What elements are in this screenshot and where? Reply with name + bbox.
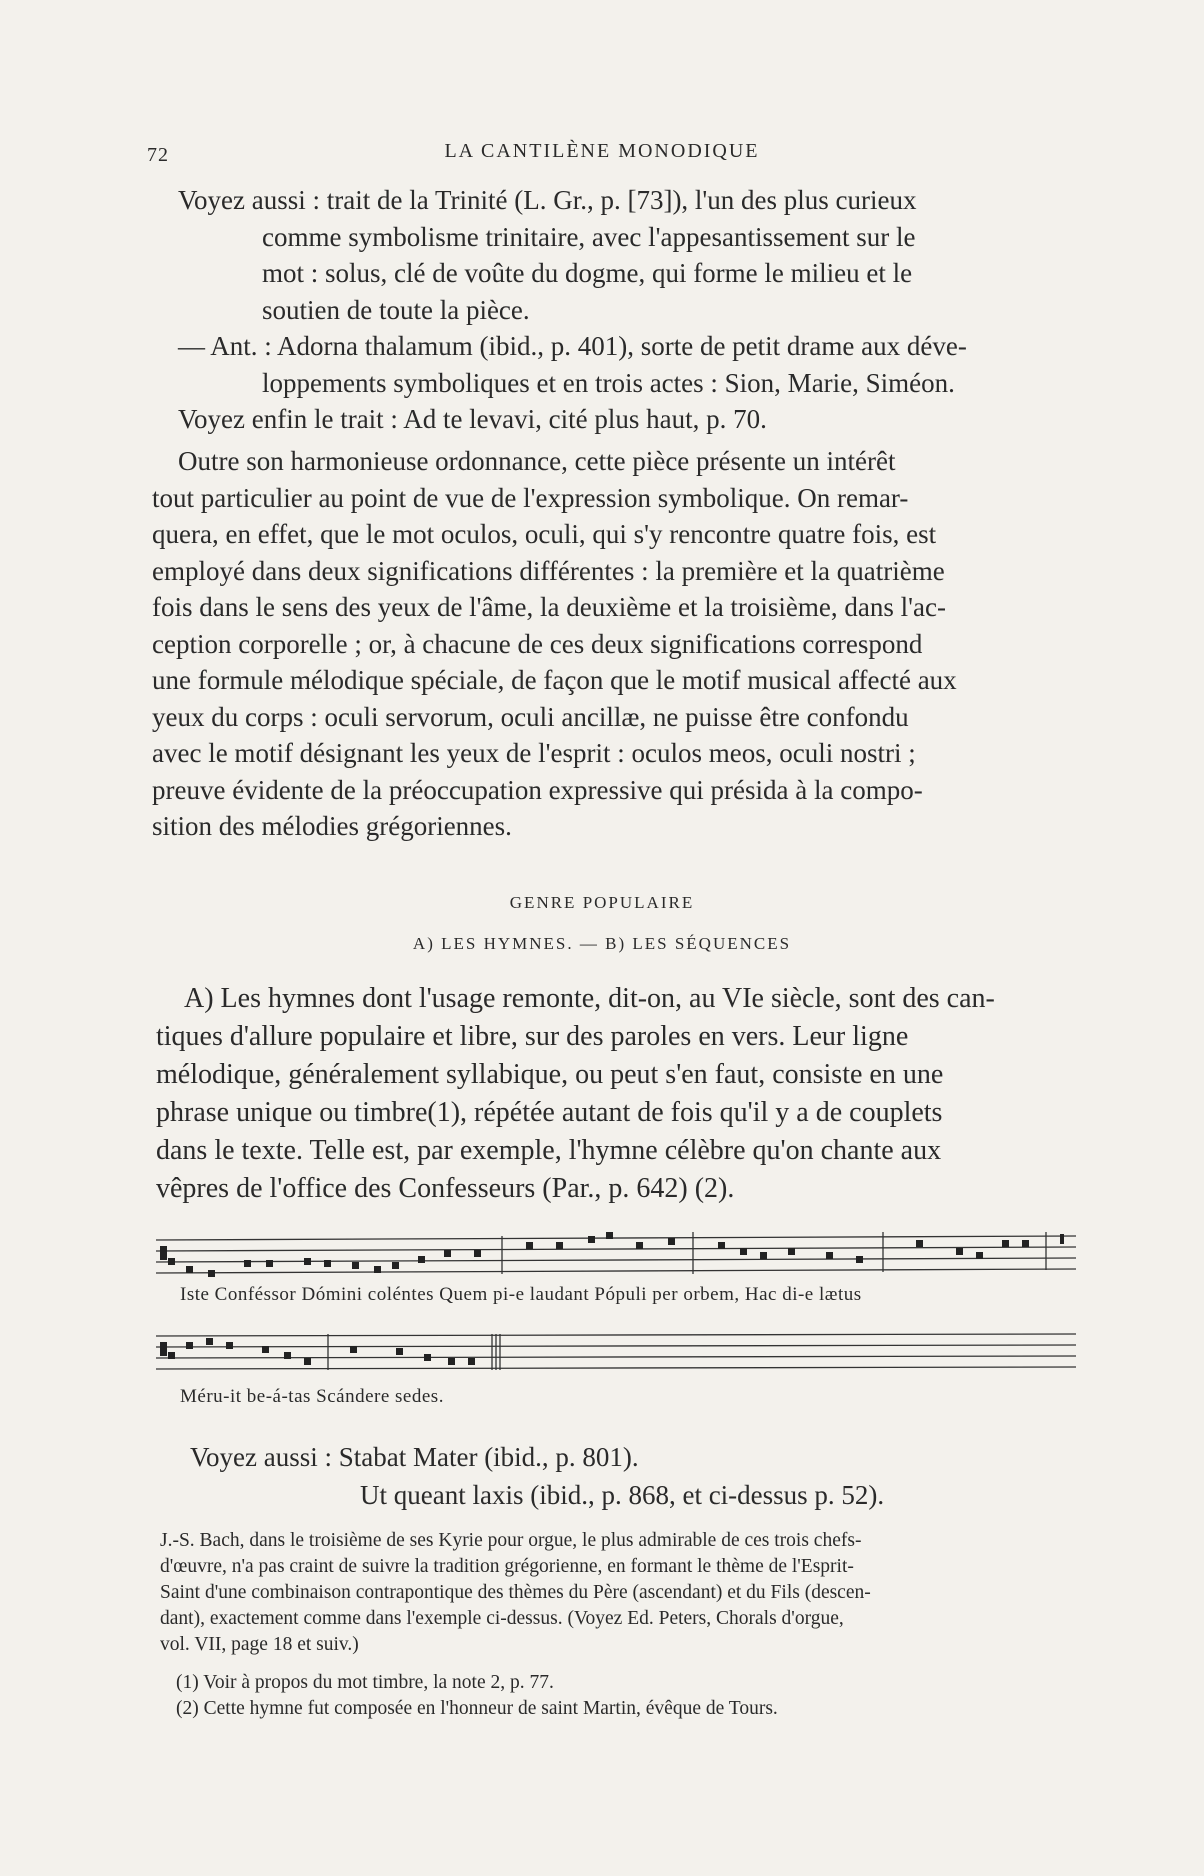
text-line: fois dans le sens des yeux de l'âme, la deuxième et la troisième, dans l'ac- xyxy=(152,592,946,622)
text-line: tout particulier au point de vue de l'expression symbolique. On remar- xyxy=(152,482,909,513)
text-line: mélodique, généralement syllabique, ou peut s'en faut, consiste en une xyxy=(156,1059,944,1090)
lyrics-line-1: Iste Conféssor Dómini coléntes Quem pi-e laudant Pópuli per orbem, Hac di-e lætus xyxy=(180,1284,862,1305)
text-line: dant), exactement comme dans l'exemple ci-dessus. (Voyez Ed. Peters, Chorals d'orgue, xyxy=(160,1608,844,1629)
text-line: Voyez enfin le trait : Ad te levavi, cité plus haut, p. 70. xyxy=(178,404,767,434)
text-line: d'œuvre, n'a pas craint de suivre la tradition grégorienne, en formant le thème de l'Esprit- xyxy=(160,1556,854,1577)
music-staff-1 xyxy=(156,1222,1076,1284)
text-line: vol. VII, page 18 et suiv.) xyxy=(160,1634,359,1655)
lyrics-line-2: Méru-it be-á-tas Scándere sedes. xyxy=(180,1386,444,1407)
paragraph-outre xyxy=(152,443,1070,845)
text-line: avec le motif désignant les yeux de l'esprit : oculos meos, oculi nostri ; xyxy=(152,738,916,768)
note-bach xyxy=(160,1528,1078,1658)
music-staff-2 xyxy=(156,1326,1076,1378)
running-title: LA CANTILÈNE MONODIQUE xyxy=(444,140,760,162)
text-line: dans le texte. Telle est, par exemple, l'hymne célèbre qu'on chante aux xyxy=(156,1135,942,1166)
section-subtitle: A) LES HYMNES. — B) LES SÉQUENCES xyxy=(412,934,792,953)
text-line: Saint d'une combinaison contrapontique des thèmes du Père (ascendant) et du Fils (descen- xyxy=(160,1582,871,1603)
page-header xyxy=(0,138,1204,168)
footnote-2: (2) Cette hymne fut composée en l'honneur de saint Martin, évêque de Tours. xyxy=(176,1698,778,1719)
text-line: loppements symboliques et en trois actes : Sion, Marie, Siméon. xyxy=(262,367,955,398)
section-title: GENRE POPULAIRE xyxy=(509,893,695,912)
text-line: employé dans deux significations différentes : la première et la quatrième xyxy=(152,555,945,586)
text-line: mot : solus, clé de voûte du dogme, qui forme le milieu et le xyxy=(262,258,913,288)
text-line: Outre son harmonieuse ordonnance, cette pièce présente un intérêt xyxy=(178,446,896,476)
neume-notation-1 xyxy=(156,1222,1076,1284)
text-line: phrase unique ou timbre(1), répétée autant de fois qu'il y a de couplets xyxy=(156,1097,943,1128)
text-line: vêpres de l'office des Confesseurs (Par., p. 642) (2). xyxy=(156,1173,735,1204)
paragraph-voyez-stabat xyxy=(190,1438,884,1514)
text-line: soutien de toute la pièce. xyxy=(262,294,530,325)
paragraph-hymnes xyxy=(156,980,1074,1208)
text-line: — Ant. : Adorna thalamum (ibid., p. 401), sorte de petit drame aux déve- xyxy=(178,331,967,361)
text-line: yeux du corps : oculi servorum, oculi ancillæ, ne puisse être confondu xyxy=(152,701,909,732)
footnote-1: (1) Voir à propos du mot timbre, la note 2, p. 77. xyxy=(176,1672,554,1693)
page-number: 72 xyxy=(147,144,169,166)
text-line: preuve évidente de la préoccupation expressive qui présida à la compo- xyxy=(152,774,923,805)
text-line: une formule mélodique spéciale, de façon que le motif musical affecté aux xyxy=(152,665,957,695)
text-line: Voyez aussi : Stabat Mater (ibid., p. 801). xyxy=(190,1442,639,1472)
paragraph-voyez-aussi xyxy=(178,182,1068,438)
text-line: tiques d'allure populaire et libre, sur des paroles en vers. Leur ligne xyxy=(156,1021,909,1052)
text-line: J.-S. Bach, dans le troisième de ses Kyrie pour orgue, le plus admirable de ces trois chefs- xyxy=(160,1530,862,1551)
text-line: quera, en effet, que le mot oculos, oculi, qui s'y rencontre quatre fois, est xyxy=(152,519,937,549)
text-line: A) Les hymnes dont l'usage remonte, dit-on, au VIe siècle, sont des can- xyxy=(184,983,995,1014)
text-line: Voyez aussi : trait de la Trinité (L. Gr., p. [73]), l'un des plus curieux xyxy=(178,185,917,215)
text-line: comme symbolisme trinitaire, avec l'appesantissement sur le xyxy=(262,221,916,252)
text-line: Ut queant laxis (ibid., p. 868, et ci-dessus p. 52). xyxy=(360,1480,885,1510)
neume-notation-2 xyxy=(156,1326,1076,1378)
text-line: sition des mélodies grégoriennes. xyxy=(152,811,512,841)
text-line: ception corporelle ; or, à chacune de ces deux significations correspond xyxy=(152,628,923,659)
